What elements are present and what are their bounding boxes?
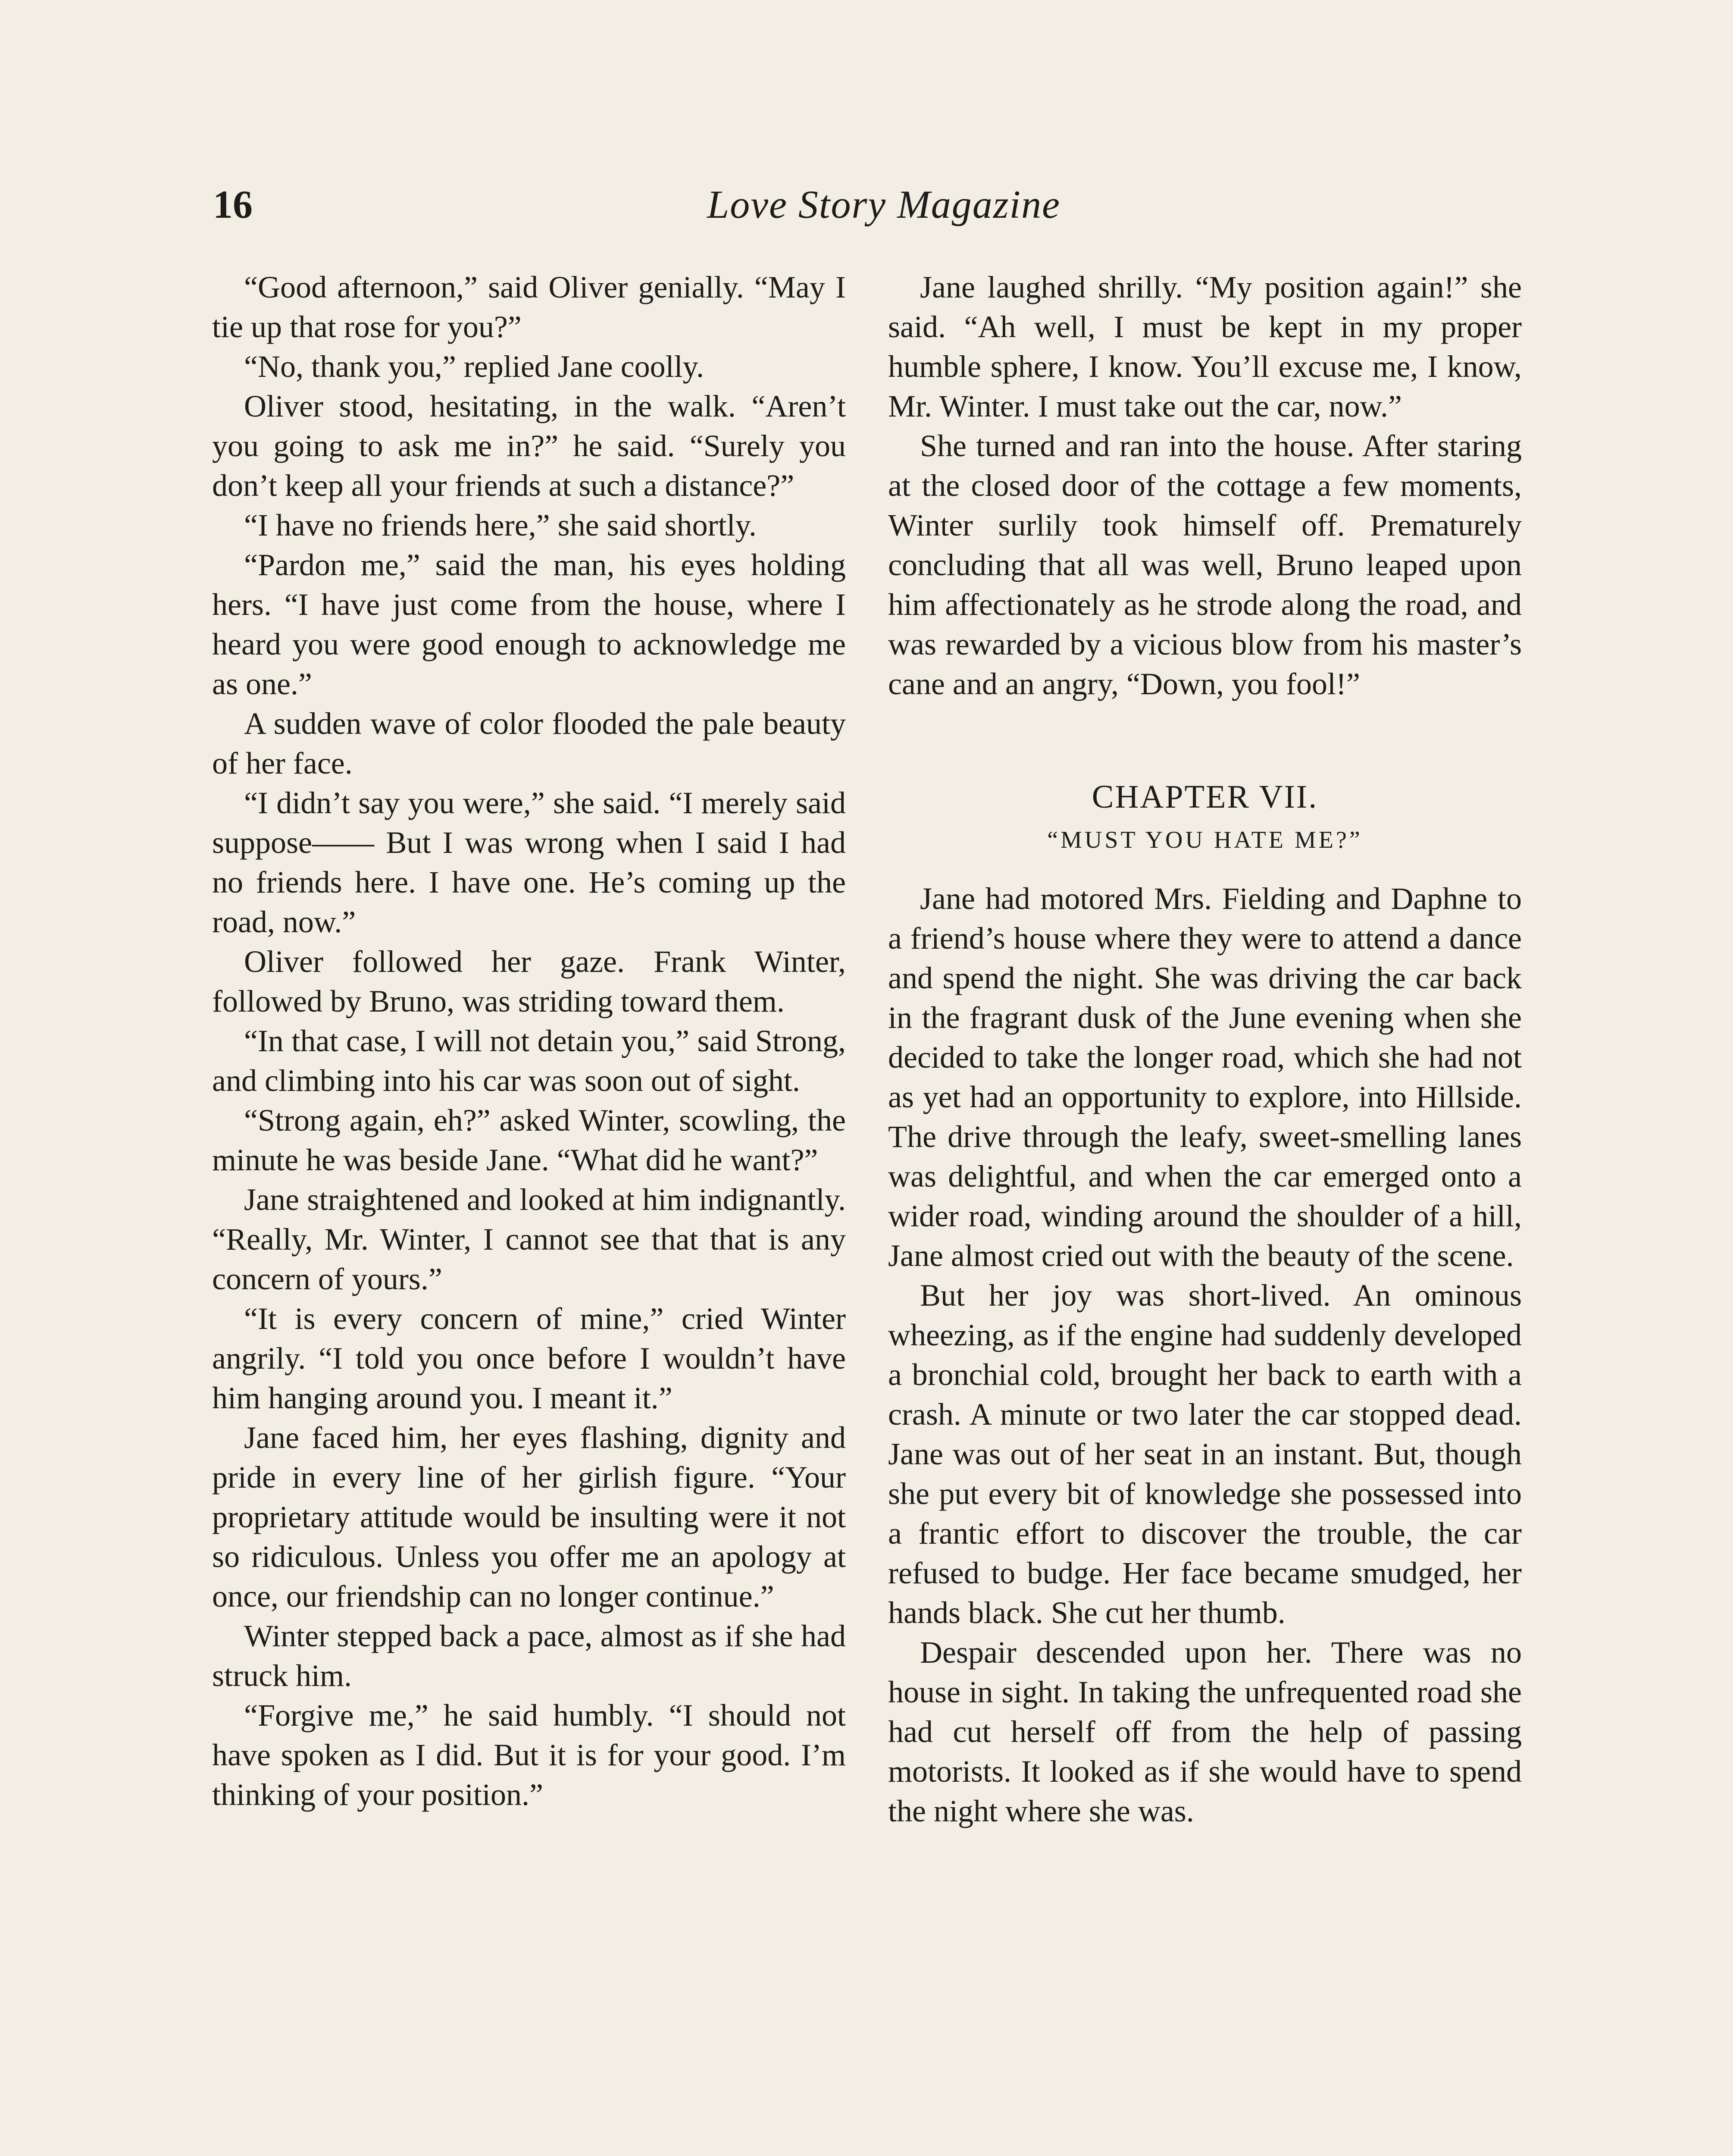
paragraph: Oliver followed her gaze. Frank Winter, followed by Bruno, was striding toward them. bbox=[212, 944, 846, 1018]
paragraph: Jane laughed shrilly. “My position again!” she said. “Ah well, I must be kept in my proper humble sphere, I know. You’ll excuse me, I know, Mr. Winter. I must take out the car, now.” bbox=[888, 270, 1522, 423]
paragraph: But her joy was short-lived. An ominous wheezing, as if the engine had suddenly developed a bronchial cold, brought her back to earth with a crash. A minute or two later the car stopped dead. Jane was out of her seat in an instant. But, though she put every bit of knowledge she possessed into a frantic effort to discover the trouble, the car refused to budge. Her face became smudged, her hands black. She cut her thumb. bbox=[888, 1278, 1522, 1630]
paragraph: “I have no friends here,” she said shortly. bbox=[244, 508, 757, 542]
paragraph: Oliver stood, hesitating, in the walk. “Aren’t you going to ask me in?” he said. “Surely you don’t keep all your friends at such a distance?” bbox=[212, 389, 846, 503]
paragraph: “No, thank you,” replied Jane coolly. bbox=[244, 349, 704, 384]
chapter-title: CHAPTER VII. bbox=[1092, 779, 1318, 815]
paragraph: “Strong again, eh?” asked Winter, scowling, the minute he was beside Jane. “What did he want?” bbox=[212, 1103, 846, 1177]
paragraph: “In that case, I will not detain you,” said Strong, and climbing into his car was soon out of sight. bbox=[212, 1024, 846, 1098]
page-number: 16 bbox=[213, 182, 253, 226]
paragraph: “Good afternoon,” said Oliver genially. “May I tie up that rose for you?” bbox=[212, 270, 846, 344]
paragraph: Despair descended upon her. There was no house in sight. In taking the unfrequented road she had cut herself off from the help of passing motorists. It looked as if she would have to spend the night where she was. bbox=[888, 1635, 1522, 1828]
paragraph: Jane straightened and looked at him indignantly. “Really, Mr. Winter, I cannot see that that is any concern of yours.” bbox=[212, 1182, 846, 1296]
paragraph: Winter stepped back a pace, almost as if she had struck him. bbox=[212, 1619, 846, 1693]
paragraph: “I didn’t say you were,” she said. “I merely said suppose—— But I was wrong when I said I had no friends here. I have one. He’s coming up the road, now.” bbox=[212, 786, 846, 939]
paragraph: A sudden wave of color flooded the pale beauty of her face. bbox=[212, 706, 846, 780]
left-column bbox=[212, 267, 846, 1814]
paragraph: “It is every concern of mine,” cried Winter angrily. “I told you once before I wouldn’t have him hanging around you. I meant it.” bbox=[212, 1301, 846, 1415]
right-column bbox=[888, 267, 1522, 1831]
paragraph: Jane faced him, her eyes flashing, dignity and pride in every line of her girlish figure. “Your proprietary attitude would be insulting were it not so ridiculous. Unless you offer me an apology at once, our friendship can no longer continue.” bbox=[212, 1420, 846, 1614]
paragraph: “Pardon me,” said the man, his eyes holding hers. “I have just come from the house, where I heard you were good enough to acknowledge me as one.” bbox=[212, 548, 846, 701]
paragraph: Jane had motored Mrs. Fielding and Daphne to a friend’s house where they were to attend a dance and spend the night. She was driving the car back in the fragrant dusk of the June evening when she decided to take the longer road, which she had not as yet had an opportunity to explore, into Hillside. The drive through the leafy, sweet-smelling lanes was delightful, and when the car emerged onto a wider road, winding around the shoulder of a hill, Jane almost cried out with the beauty of the scene. bbox=[888, 881, 1522, 1273]
paragraph: “Forgive me,” he said humbly. “I should not have spoken as I did. But it is for your good. I’m thinking of your position.” bbox=[212, 1698, 846, 1812]
chapter-subtitle: “MUST YOU HATE ME?” bbox=[1047, 827, 1363, 853]
paragraph: She turned and ran into the house. After staring at the closed door of the cottage a few moments, Winter surlily took himself off. Prematurely concluding that all was well, Bruno leaped upon him affectionately as he strode along the road, and was rewarded by a vicious blow from his master’s cane and an angry, “Down, you fool!” bbox=[888, 429, 1522, 701]
running-head: Love Story Magazine bbox=[707, 182, 1060, 226]
